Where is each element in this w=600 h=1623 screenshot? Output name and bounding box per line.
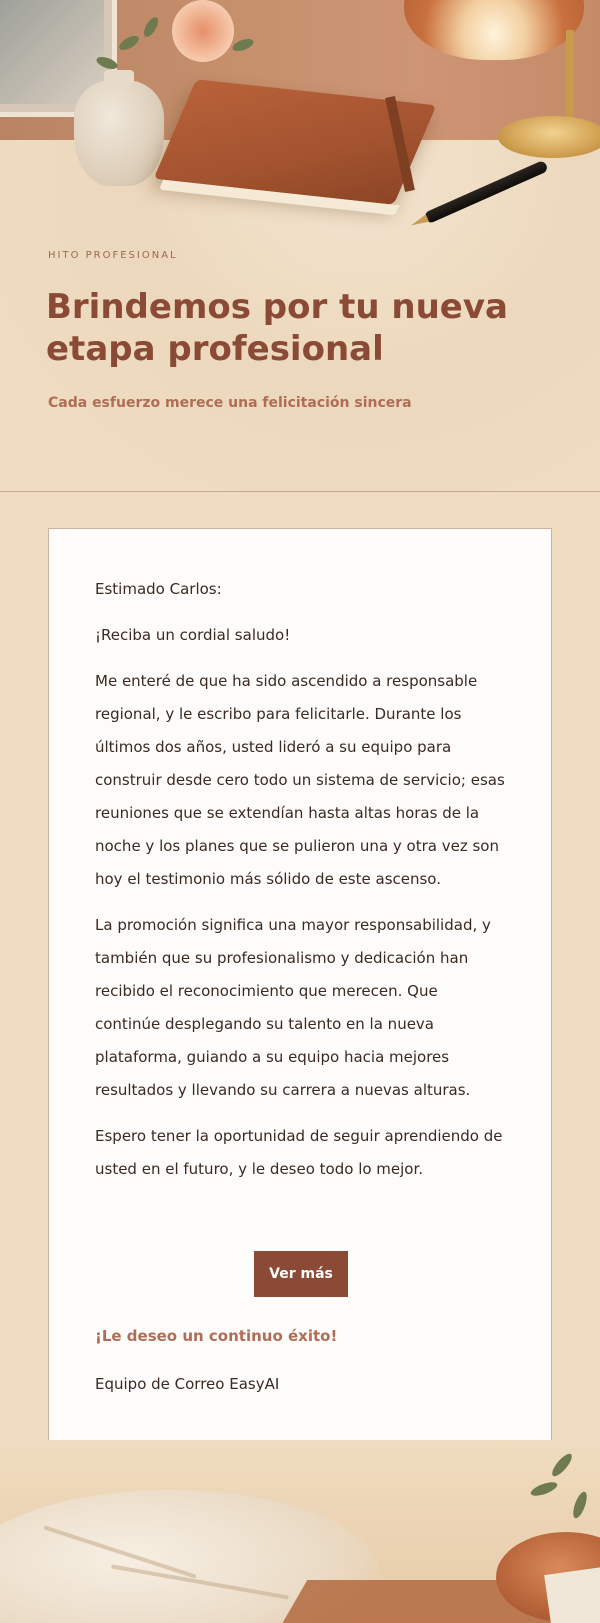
header-subtitle: Cada esfuerzo merece una felicitación sincera <box>48 395 412 411</box>
header-banner <box>0 0 600 492</box>
letter-body <box>95 573 507 1199</box>
letter-paragraph: Espero tener la oportunidad de seguir aprendiendo de usted en el futuro, y le deseo todo lo mejor. <box>95 1127 503 1178</box>
header-divider <box>0 491 600 492</box>
leaf-illustration <box>529 1480 559 1499</box>
leaf-illustration <box>549 1451 575 1479</box>
footer-banner <box>0 1440 600 1623</box>
book-illustration <box>544 1565 600 1623</box>
letter-salutation: ¡Reciba un cordial saludo! <box>95 626 291 644</box>
letter-card <box>48 528 552 1458</box>
letter-greeting: Estimado Carlos: <box>95 580 222 598</box>
header-eyebrow: HITO PROFESIONAL <box>48 250 178 261</box>
flower-illustration <box>172 0 234 62</box>
letter-paragraph: Me enteré de que ha sido ascendido a responsable regional, y le escribo para felicitarle. Durante los últimos dos años, usted lideró a su equipo para construir desde cero todo un sistema de servicio; esas reuniones que se extendían hasta altas horas de la noche y los planes que se pulieron una y otra vez son hoy el testimonio más sólido de este ascenso. <box>95 672 505 888</box>
vase-illustration <box>74 80 164 186</box>
page-title: Brindemos por tu nueva etapa profesional <box>46 287 508 369</box>
leaf-illustration <box>571 1490 590 1520</box>
letter-paragraph: La promoción significa una mayor responsabilidad, y también que su profesionalismo y dedicación han recibido el reconocimiento que merecen. Que continúe desplegando su talento en la nueva plataforma, guiando a su equipo hacia mejores resultados y llevando su carrera a nuevas alturas. <box>95 916 491 1099</box>
lamp-base-illustration <box>498 116 600 158</box>
closing-wish: ¡Le deseo un continuo éxito! <box>95 1327 338 1345</box>
see-more-button[interactable]: Ver más <box>254 1251 348 1297</box>
signature: Equipo de Correo EasyAI <box>95 1375 280 1393</box>
